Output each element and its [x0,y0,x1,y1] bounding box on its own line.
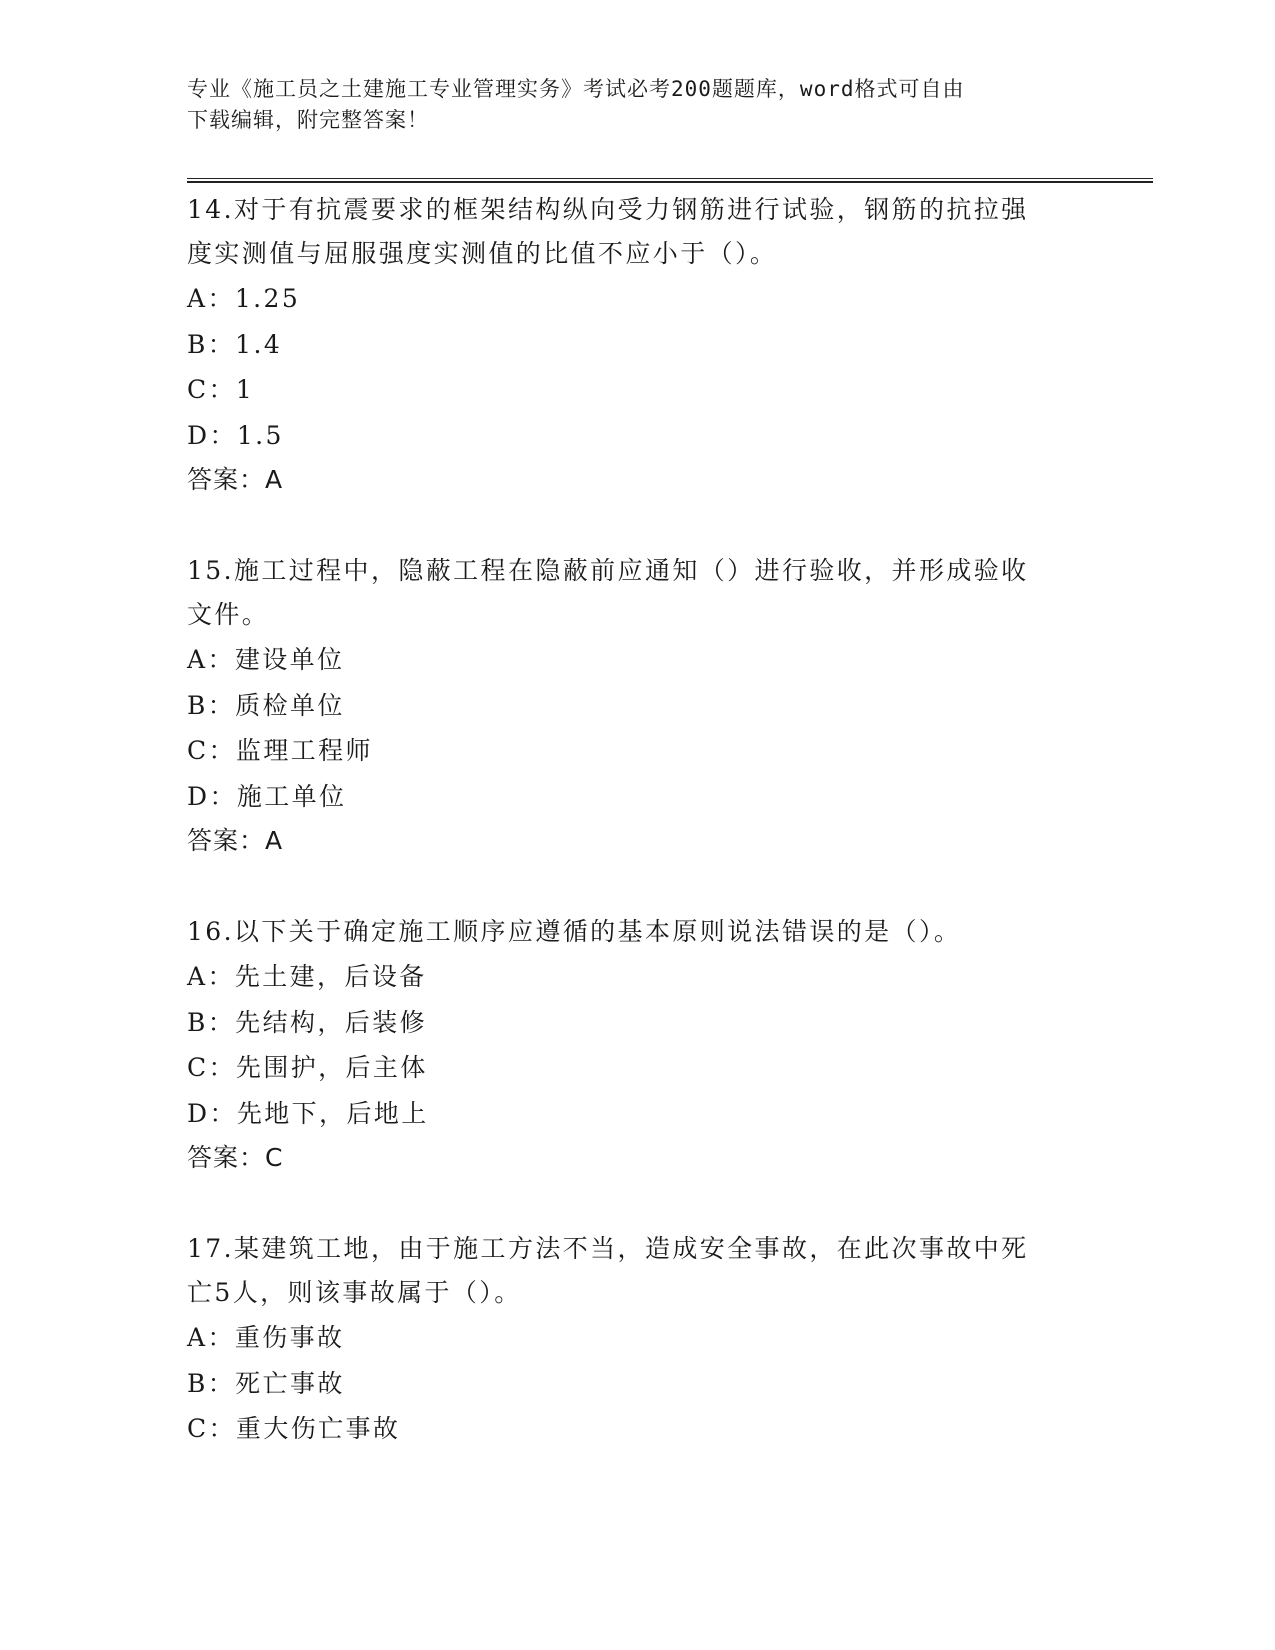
question-15 [187,549,1087,863]
question-17 [187,1227,1087,1452]
option-a: A：重伤事故 [187,1323,345,1352]
option-a: A：1.25 [187,284,301,313]
question-14 [187,188,1087,502]
question-16 [187,910,1087,1180]
question-stem [187,188,1077,276]
question-stem-line-1: 17.某建筑工地，由于施工方法不当，造成安全事故，在此次事故中死 [187,1234,1029,1263]
document-header [187,74,1067,136]
option-d: D：1.5 [187,420,284,450]
answer: 答案：A [187,465,284,494]
option-c: C：重大伤亡事故 [187,1414,401,1443]
question-stem [187,1227,1077,1315]
option-a: A：先土建，后设备 [187,962,427,991]
option-b: B：质检单位 [187,690,345,720]
option-c: C：1 [187,375,255,404]
header-line-1: 专业《施工员之土建施工专业管理实务》考试必考200题题库，word格式可自由 [187,77,965,101]
option-b: B：先结构，后装修 [187,1007,427,1037]
option-b: B：1.4 [187,329,283,359]
question-stem [187,549,1077,637]
question-stem-line-1: 14.对于有抗震要求的框架结构纵向受力钢筋进行试验，钢筋的抗拉强 [187,195,1029,224]
option-c: C：监理工程师 [187,736,373,765]
answer: 答案：A [187,826,284,855]
question-list [187,188,1087,1499]
question-stem [187,910,1077,954]
question-stem-line-2: 度实测值与屈服强度实测值的比值不应小于（）。 [187,239,778,268]
option-d: D：先地下，后地上 [187,1098,429,1128]
answer: 答案：C [187,1143,284,1172]
header-divider-thin [187,178,1153,179]
header-divider-thick [187,181,1153,183]
question-stem-line-2: 文件。 [187,600,270,629]
question-stem-line-1: 16.以下关于确定施工顺序应遵循的基本原则说法错误的是（）。 [187,917,962,946]
option-b: B：死亡事故 [187,1368,345,1398]
option-a: A：建设单位 [187,645,345,674]
option-d: D：施工单位 [187,781,347,811]
question-stem-line-2: 亡5人，则该事故属于（）。 [187,1278,522,1307]
option-c: C：先围护，后主体 [187,1053,428,1082]
question-stem-line-1: 15.施工过程中，隐蔽工程在隐蔽前应通知（）进行验收，并形成验收 [187,556,1029,585]
header-line-2: 下载编辑，附完整答案！ [187,108,429,132]
